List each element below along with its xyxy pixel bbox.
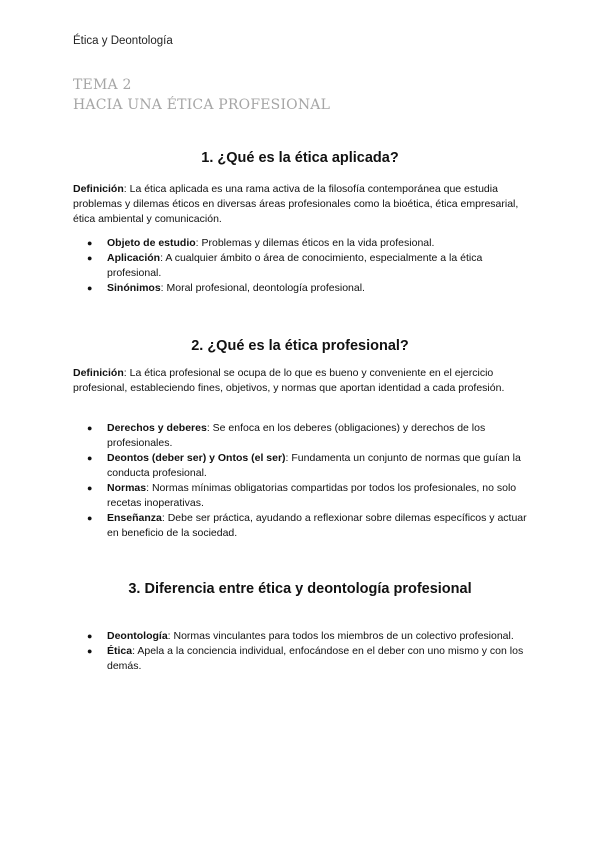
bullet-icon: ● [87, 646, 93, 656]
list-item [73, 251, 533, 281]
item-term: Objeto de estudio [107, 237, 196, 249]
page-header: Ética y Deontología [73, 35, 173, 47]
section-2-heading: 2. ¿Qué es la ética profesional? [191, 338, 409, 354]
item-text: : Problemas y dilemas éticos en la vida profesional. [195, 237, 435, 249]
chapter-title [73, 75, 330, 115]
definition-label: Definición [73, 367, 124, 379]
bullet-icon: ● [87, 253, 93, 263]
item-text: : Debe ser práctica, ayudando a reflexionar sobre dilemas específicos y actuar en beneficio de la sociedad. [107, 512, 527, 539]
section-1-list [73, 236, 533, 296]
section-1-definition [73, 182, 533, 227]
item-term: Deontología [107, 630, 168, 642]
bullet-icon: ● [87, 631, 93, 641]
item-text: : Moral profesional, deontología profesional. [160, 282, 365, 294]
item-term: Normas [107, 482, 147, 494]
section-2-list [73, 421, 533, 541]
item-text: : Fundamenta un conjunto de normas que guían la conducta profesional. [107, 452, 521, 479]
list-item [73, 481, 533, 511]
definition-label: Definición [73, 183, 124, 195]
list-item [73, 511, 533, 541]
chapter-number: TEMA 2 [73, 77, 132, 93]
bullet-icon: ● [87, 483, 93, 493]
section-1-heading: 1. ¿Qué es la ética aplicada? [201, 150, 399, 166]
bullet-icon: ● [87, 453, 93, 463]
item-term: Derechos y deberes [107, 422, 207, 434]
item-term: Aplicación [107, 252, 161, 264]
item-term: Enseñanza [107, 512, 162, 524]
list-item [73, 421, 533, 451]
list-item [73, 644, 533, 674]
section-3-list [73, 629, 533, 674]
item-text: : Normas vinculantes para todos los miembros de un colectivo profesional. [167, 630, 514, 642]
item-term: Sinónimos [107, 282, 161, 294]
item-term: Deontos (deber ser) y Ontos (el ser) [107, 452, 286, 464]
list-item [73, 236, 533, 251]
definition-text: : La ética aplicada es una rama activa de la filosofía contemporánea que estudia problemas y dilemas éticos en diversas áreas profesionales como la bioética, ética empresarial, ética ambiental y comunicación. [73, 183, 519, 225]
bullet-icon: ● [87, 238, 93, 248]
bullet-icon: ● [87, 283, 93, 293]
list-item [73, 629, 533, 644]
item-text: : Normas mínimas obligatorias compartidas por todos los profesionales, no solo recetas inoperativas. [107, 482, 517, 509]
item-text: : Apela a la conciencia individual, enfocándose en el deber con uno mismo y con los demás. [107, 645, 524, 672]
section-2-definition [73, 366, 533, 396]
item-text: : Se enfoca en los deberes (obligaciones) y derechos de los profesionales. [107, 422, 486, 449]
bullet-icon: ● [87, 513, 93, 523]
item-text: : A cualquier ámbito o área de conocimiento, especialmente a la ética profesional. [107, 252, 483, 279]
section-3-heading: 3. Diferencia entre ética y deontología profesional [128, 581, 472, 597]
bullet-icon: ● [87, 423, 93, 433]
item-term: Ética [107, 645, 133, 657]
definition-text: : La ética profesional se ocupa de lo que es bueno y conveniente en el ejercicio profesional, estableciendo fines, objetivos, y normas que aportan identidad a cada profesión. [73, 367, 505, 394]
chapter-name: HACIA UNA ÉTICA PROFESIONAL [73, 97, 331, 113]
list-item [73, 281, 533, 296]
list-item [73, 451, 533, 481]
